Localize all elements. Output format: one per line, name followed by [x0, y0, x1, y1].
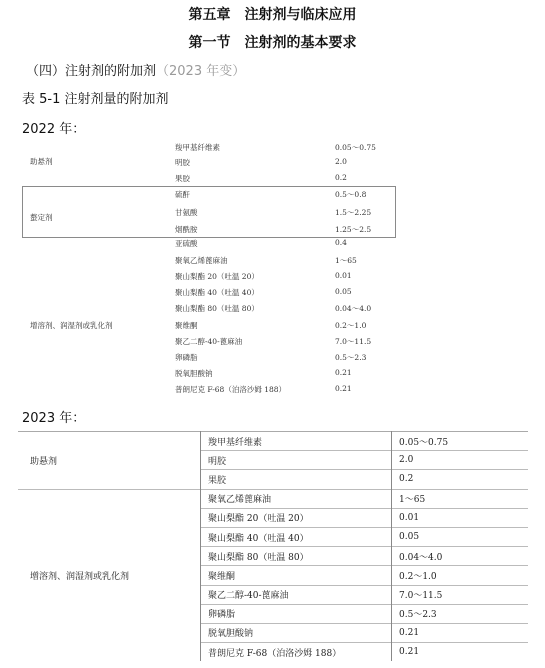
additive-name: 烟酰胺 [175, 225, 198, 234]
group-label: 助悬剂 [18, 432, 201, 490]
additive-value: 2.0 [335, 157, 347, 166]
additive-value: 0.21 [392, 623, 529, 642]
additive-name: 聚维酮 [175, 321, 198, 330]
additive-value: 0.2～1.0 [335, 321, 367, 330]
additive-name: 脱氧胆酸钠 [201, 623, 392, 642]
additive-name: 聚山梨酯 20（吐温 20） [175, 272, 259, 281]
table-caption: 表 5-1 注射剂量的附加剂 [22, 92, 169, 107]
additive-value: 1～65 [392, 489, 529, 508]
additive-value: 0.04～4.0 [392, 547, 529, 566]
additive-name: 果胶 [175, 174, 190, 183]
additive-name: 亚硫酸 [175, 239, 198, 248]
year-label-2022: 2022 年： [22, 122, 86, 137]
chapter-title: 第五章 注射剂与临床应用 [188, 7, 357, 23]
additive-name: 聚山梨酯 20（吐温 20） [201, 508, 392, 527]
subheading-year-note: （2023 年变） [156, 64, 246, 79]
table-row [18, 432, 528, 451]
additive-value: 0.4 [335, 238, 347, 247]
additive-value: 0.01 [392, 508, 529, 527]
additive-value: 0.5～2.3 [335, 353, 367, 362]
additive-value: 0.05 [335, 287, 352, 296]
additive-value: 0.21 [335, 384, 352, 393]
additive-name: 聚氧乙烯蓖麻油 [175, 256, 228, 265]
additive-name: 聚山梨酯 40（吐温 40） [175, 288, 259, 297]
additive-value: 0.01 [335, 271, 352, 280]
additive-name: 聚氧乙烯蓖麻油 [201, 489, 392, 508]
additive-name: 聚乙二醇-40-蓖麻油 [201, 585, 392, 604]
group-label: 增溶剂、润湿剂或乳化剂 [30, 321, 113, 330]
additive-value: 0.21 [392, 643, 529, 662]
additive-value: 0.5～2.3 [392, 604, 529, 623]
additive-value: 7.0～11.5 [335, 337, 372, 346]
subheading-text: （四）注射剂的附加剂 [26, 64, 157, 79]
year-label-2023: 2023 年： [22, 411, 86, 426]
group-label: 增溶剂、润湿剂或乳化剂 [18, 489, 201, 661]
subheading [26, 60, 245, 79]
additive-value: 0.2～1.0 [392, 566, 529, 585]
additive-value: 0.04～4.0 [335, 304, 372, 313]
additive-name: 羧甲基纤维素 [201, 432, 392, 451]
additive-value: 0.05 [392, 527, 529, 546]
additive-value: 0.2 [392, 470, 529, 489]
additive-value: 1.25～2.5 [335, 225, 372, 234]
additive-name: 普朗尼克 F-68（泊洛沙姆 188） [201, 643, 392, 662]
additive-name: 聚山梨酯 80（吐温 80） [201, 547, 392, 566]
additive-value: 1～65 [335, 256, 357, 265]
additive-value: 0.21 [335, 368, 352, 377]
additive-name: 明胶 [201, 451, 392, 470]
additive-value: 0.05～0.75 [335, 143, 376, 152]
additive-name: 卵磷脂 [175, 353, 198, 362]
additive-value: 7.0～11.5 [392, 585, 529, 604]
additive-name: 聚山梨酯 40（吐温 40） [201, 527, 392, 546]
additive-value: 0.2 [335, 173, 347, 182]
highlight-box [22, 186, 396, 238]
additive-name: 果胶 [201, 470, 392, 489]
additive-name: 羧甲基纤维素 [175, 143, 220, 152]
additive-name: 聚山梨酯 80（吐温 80） [175, 304, 259, 313]
additive-name: 卵磷脂 [201, 604, 392, 623]
group-label: 助悬剂 [30, 157, 53, 166]
table-row [18, 489, 528, 508]
additive-value: 1.5～2.25 [335, 208, 372, 217]
additive-value: 2.0 [392, 451, 529, 470]
additive-name: 聚乙二醇-40-蓖麻油 [175, 337, 243, 346]
additive-value: 0.5～0.8 [335, 190, 367, 199]
additive-name: 普朗尼克 F-68（泊洛沙姆 188） [175, 385, 287, 394]
table-2023 [18, 431, 528, 661]
additive-name: 甘氨酸 [175, 208, 198, 217]
additive-name: 硫酐 [175, 190, 190, 199]
group-label: 螯定剂 [30, 213, 53, 222]
section-title: 第一节 注射剂的基本要求 [188, 35, 357, 51]
additive-name: 聚维酮 [201, 566, 392, 585]
additive-name: 明胶 [175, 158, 190, 167]
additive-name: 脱氧胆酸钠 [175, 369, 213, 378]
additive-value: 0.05～0.75 [392, 432, 529, 451]
